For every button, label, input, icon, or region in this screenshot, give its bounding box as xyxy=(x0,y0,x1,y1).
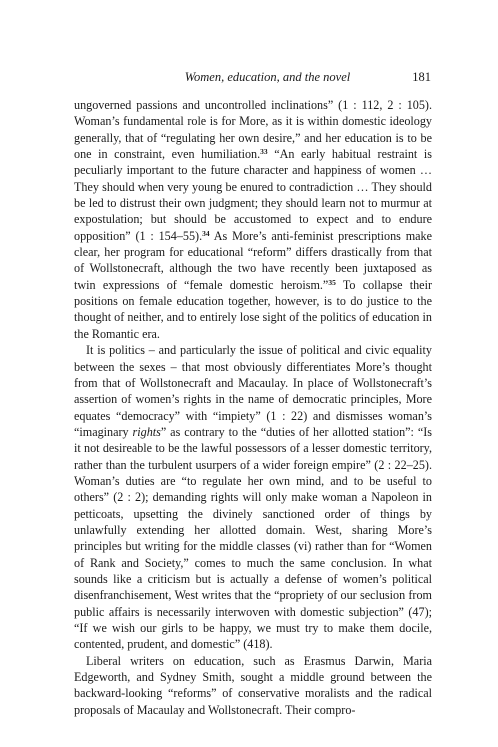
paragraph xyxy=(74,653,432,718)
text-run: As More’s anti-feminist prescriptions make clear, her program for educational “reform” differs drastically from that of Wollstonecraft, although the two have recently been juxtaposed as twin expressions of “female domestic heroism.” xyxy=(74,228,433,292)
footnote-ref: 33 xyxy=(260,147,268,157)
text-run: “An early habitual restraint is peculiarly important to the future character and happiness of women … They should when very young be enured to contradiction … They should be led to distrust their own judgment; they should learn not to murmur at expostulation; but should be accustomed to expect and to endure opposition” (1 : 154–55). xyxy=(74,147,432,243)
text-run: ungoverned passions and uncontrolled inclinations” (1 : 112, 2 : 105). Woman’s fundamental role is for More, as it is within domestic ideology generally, that of “regulating her own desire,” and her education is to be one in constraint, even humiliation. xyxy=(74,98,432,162)
footnote-ref: 35 xyxy=(328,277,336,287)
running-head xyxy=(0,70,498,88)
text-run: It is politics – and particularly the issue of political and civic equality between the sexes – that most obviously differentiates More’s thought from that of Wollstonecraft and Macaulay. In place of Wollstonecraft’s assertion of women’s rights in the name of democratic principles, More equates “democracy” with “impiety” (1 : 22) and dismisses woman’s “imaginary xyxy=(74,343,432,439)
footnote-ref: 34 xyxy=(202,228,210,238)
page-number: 181 xyxy=(412,70,431,84)
body-text xyxy=(74,97,432,718)
text-run: ” as contrary to the “duties of her allotted station”: “Is it not desireable to be the lawful possessors of a lesser domestic territory, rather than the turbulent usurpers of a wider foreign empire” (2 : 22–25). Woman’s duties are “to regulate her own mind, and to be useful to others” (2 : 2); demanding rights will only make woman a Napoleon in petticoats, upsetting the divinely sanctioned order of things by unlawfully extending her allotted domain. West, sharing More’s principles but writing for the middle classes (vi) rather than for “Women of Rank and Society,” comes to much the same conclusion. In what sounds like a criticism but is actually a defense of women’s political disenfranchisement, West writes that the “propriety of our seclusion from public affairs is necessarily interwoven with domestic subjection” (47); “If we wish our girls to be happy, we must try to make them docile, contented, prudent, and domestic” (418). xyxy=(74,424,432,652)
emphasis-text: rights xyxy=(132,424,161,439)
paragraph xyxy=(74,342,432,653)
text-run: Liberal writers on education, such as Erasmus Darwin, Maria Edgeworth, and Sydney Smith, sought a middle ground between the backward-looking “reforms” of conservative moralists and the radical proposals of Macaulay and Wollstonecraft. Their compro- xyxy=(74,653,432,717)
running-head-title: Women, education, and the novel xyxy=(184,70,351,84)
text-run: To collapse their positions on female education together, however, is to do justice to the thought of neither, and to entirely lose sight of the politics of education in the Romantic era. xyxy=(74,277,432,341)
paragraph xyxy=(74,97,432,342)
